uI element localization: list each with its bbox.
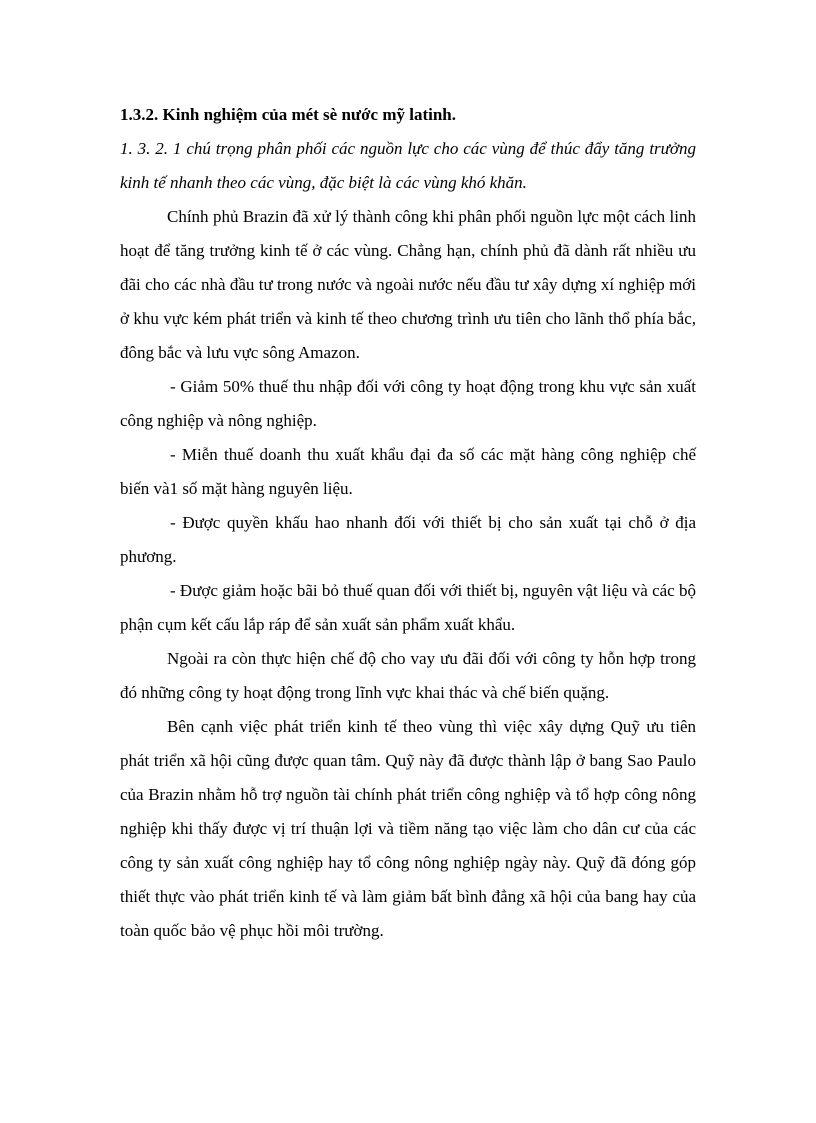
subsection-heading: 1. 3. 2. 1 chú trọng phân phối các nguồn lực cho các vùng để thúc đẩy tăng trưởng kinh tế nhanh theo các vùng, đặc biệt là các vùng khó khăn.: [120, 139, 696, 192]
bullet-export-tax: - Miễn thuế doanh thu xuất khẩu đại đa số các mặt hàng công nghiệp chế biến và1 số mặt hàng nguyên liệu.: [120, 445, 696, 498]
paragraph-social-fund: Bên cạnh việc phát triển kinh tế theo vùng thì việc xây dựng Quỹ ưu tiên phát triển xã hội cũng được quan tâm. Quỹ này đã được thành lập ở bang Sao Paulo của Brazin nhằm hỗ trợ nguồn tài chính phát triển công nghiệp và tổ hợp công nông nghiệp khi thấy được vị trí thuận lợi và tiềm năng tạo việc làm cho dân cư của các công ty sản xuất công nghiệp hay tổ công nông nghiệp ngày này. Quỹ đã đóng góp thiết thực vào phát triển kinh tế và làm giảm bất bình đẳng xã hội của bang hay của toàn quốc bảo vệ phục hồi môi trường.: [120, 717, 696, 940]
section-heading: 1.3.2. Kinh nghiệm của mét sè nước mỹ latinh.: [120, 105, 457, 124]
bullet-depreciation: - Được quyền khấu hao nhanh đối với thiết bị cho sản xuất tại chỗ ở địa phương.: [120, 513, 696, 566]
document-body: [120, 98, 696, 948]
bullet-customs-duty: - Được giảm hoặc bãi bỏ thuế quan đối với thiết bị, nguyên vật liệu và các bộ phận cụm kết cấu lắp ráp để sản xuất sản phẩm xuất khẩu.: [120, 581, 696, 634]
paragraph-loans: Ngoài ra còn thực hiện chế độ cho vay ưu đãi đối với công ty hỗn hợp trong đó những công ty hoạt động trong lĩnh vực khai thác và chế biến quặng.: [120, 649, 696, 702]
bullet-income-tax: - Giảm 50% thuế thu nhập đối với công ty hoạt động trong khu vực sản xuất công nghiệp và nông nghiệp.: [120, 377, 696, 430]
paragraph-brazil-policy: Chính phủ Brazin đã xử lý thành công khi phân phối nguồn lực một cách linh hoạt để tăng trưởng kinh tế ở các vùng. Chẳng hạn, chính phủ đã dành rất nhiều ưu đãi cho các nhà đầu tư trong nước và ngoài nước nếu đầu tư xây dựng xí nghiệp mới ở khu vực kém phát triển và kinh tế theo chương trình ưu tiên cho lãnh thổ phía bắc, đông bắc và lưu vực sông Amazon.: [120, 207, 696, 362]
